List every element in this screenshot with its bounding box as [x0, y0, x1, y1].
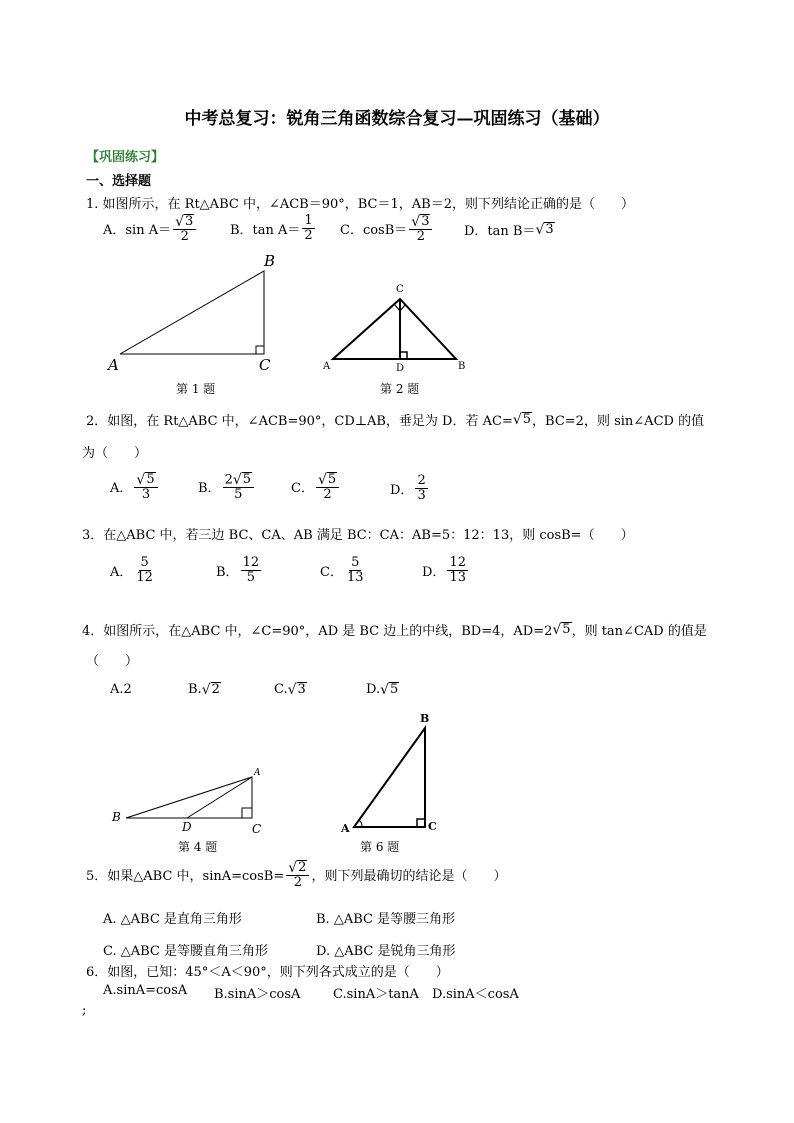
fig6-label-c: C [428, 820, 437, 833]
fig2-label-c: C [396, 284, 404, 295]
q5-option-a: A. △ABC 是直角三角形 [103, 912, 242, 927]
q1-option-c: C．cosB＝ √ 3 2 [340, 214, 434, 244]
fig2-label-a: A [323, 361, 331, 372]
fig2-caption: 第 2 题 [380, 382, 420, 396]
question-6-text: 6．如图，已知：45°＜A＜90°，则下列各式成立的是（ ） [86, 965, 449, 980]
fig6-caption: 第 6 题 [360, 840, 400, 854]
section-label: 【巩固练习】 [86, 150, 165, 165]
q5-option-b: B. △ABC 是等腰三角形 [316, 912, 456, 927]
section-heading: 一、选择题 [86, 174, 152, 189]
question-1-text: 1. 如图所示，在 Rt△ABC 中，∠ACB＝90°，BC＝1，AB＝2，则下列结论正确的是（ ） [86, 197, 634, 212]
question-3-text: 3．在△ABC 中，若三边 BC、CA、AB 满足 BC：CA：AB=5：12：13，则 cosB=（ ） [82, 528, 634, 543]
q5-option-c: C. △ABC 是等腰直角三角形 [103, 944, 269, 959]
fig2-label-d: D [396, 363, 405, 374]
q3-option-d: D． $\frac{12}{13}$ [422, 555, 466, 585]
q4-option-b: B. √ 2 [188, 681, 220, 698]
question-4-line-2: （ ） [86, 654, 139, 669]
q6-option-a: A.sinA=cosA [103, 983, 188, 998]
q1-option-a: A．sin A＝ √ 3 2 [103, 214, 198, 244]
q2-option-d: D． $\frac{2}{3}$ [390, 473, 426, 503]
q1-option-d: D．tan B＝ √ 3 [464, 221, 554, 239]
page-title: 中考总复习：锐角三角函数综合复习—巩固练习（基础） [184, 109, 610, 129]
fig6-label-a: A [341, 822, 350, 835]
q3-option-c: C． $\frac{5}{13}$ [320, 555, 364, 585]
q4-option-a: A.2 [110, 682, 132, 697]
question-2-line-1: 2．如图，在 Rt△ABC 中，∠ACB=90°，CD⊥AB，垂足为 D．若 AC= √ 5 ，BC=2，则 sin∠ACD 的值 [86, 411, 705, 429]
fig1-label-c: C [259, 356, 271, 374]
fig1-caption: 第 1 题 [176, 382, 216, 396]
q4-option-d: D. √ 5 [366, 681, 399, 698]
q6-option-c: C.sinA＞tanA [333, 987, 419, 1002]
question-4-line-1: 4．如图所示，在△ABC 中，∠C=90°，AD 是 BC 边上的中线，BD=4，AD=2 √ 5 ，则 tan∠CAD 的值是 [82, 621, 707, 639]
q1-option-b: B．tan A＝ $\frac{1}{2}$ [230, 213, 313, 243]
q3-option-a: A． $\frac{5}{12}$ [110, 555, 153, 585]
q2-option-b: B． 2 √ 5 5 [198, 472, 256, 502]
q3-option-b: B． $\frac{12}{5}$ [216, 555, 260, 585]
fig4-label-a: A [254, 768, 261, 778]
q5-option-d: D. △ABC 是锐角三角形 [316, 944, 456, 959]
q6-option-d: D.sinA＜cosA [432, 987, 519, 1002]
q2-option-c: C． √ 5 2 [291, 472, 341, 502]
fig1-label-a: A [108, 356, 119, 374]
fig1-label-b: B [264, 252, 276, 270]
question-2-line-2: 为（ ） [82, 446, 148, 461]
q2-option-a: A． √ 5 3 [110, 472, 160, 502]
fig4-caption: 第 4 题 [178, 840, 218, 854]
footer-mark: ; [82, 1003, 87, 1018]
fig6-label-b: B [420, 712, 430, 725]
q4-option-c: C. √ 3 [274, 681, 306, 698]
fig4-label-c: C [252, 822, 262, 836]
fig4-label-d: D [182, 820, 192, 834]
fig4-label-b: B [112, 810, 121, 824]
question-5-text: 5．如果△ABC 中，sinA=cosB= √ 2 2 ，则下列最确切的结论是（ ） [86, 859, 507, 891]
q6-option-b: B.sinA＞cosA [214, 987, 301, 1002]
fig2-label-b: B [458, 361, 466, 372]
